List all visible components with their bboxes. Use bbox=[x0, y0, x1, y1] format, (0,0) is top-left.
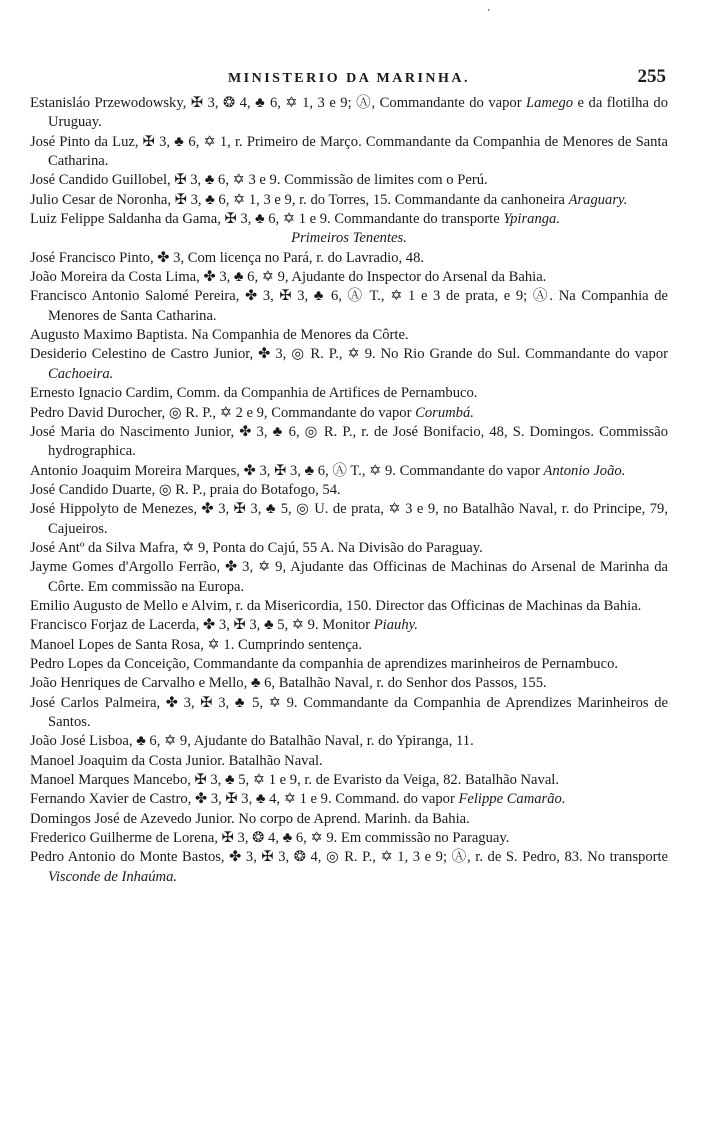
officer-details: ✤ 3, Com licença no Pará, r. do Lavradio, 48. bbox=[153, 249, 425, 266]
officer-name: José Carlos Palmeira, bbox=[30, 694, 161, 711]
list-item bbox=[30, 790, 668, 809]
officer-details: No corpo de Aprend. Marinh. da Bahia. bbox=[234, 810, 470, 827]
list-item bbox=[30, 674, 668, 693]
officer-name: José Candido Duarte, bbox=[30, 481, 156, 498]
officer-details-tail: e da flotilha do Uruguay. bbox=[48, 95, 668, 131]
officer-name: João Henriques de Carvalho e Mello, bbox=[30, 675, 248, 692]
officer-details: ✤ 3, ♣ 6, ✡ 9, Ajudante do Inspector do Arsenal da Bahia. bbox=[199, 269, 547, 286]
officer-name: Emilio Augusto de Mello e Alvim, bbox=[30, 597, 232, 614]
list-item bbox=[30, 810, 668, 829]
officer-details: ✤ 3, ✠ 3, ♣ 5, ✡ 9. Commandante da Companhia de Aprendizes Marinheiros de Santos. bbox=[48, 694, 668, 730]
ship-name: Felippe Camarão. bbox=[458, 791, 566, 808]
officer-name: Frederico Guilherme de Lorena, bbox=[30, 830, 219, 847]
officer-details: ✤ 3, ✠ 3, ❂ 4, ◎ R. P., ✡ 1, 3 e 9; Ⓐ, r. de S. Pedro, 83. No transporte bbox=[224, 849, 669, 866]
officer-details: ✠ 3, ❂ 4, ♣ 6, ✡ 9. Em commissão no Paraguay. bbox=[218, 830, 510, 847]
list-item bbox=[30, 249, 668, 268]
list-item bbox=[30, 616, 668, 635]
officer-details: Batalhão Naval. bbox=[224, 752, 323, 769]
list-item bbox=[30, 848, 668, 887]
list-item bbox=[30, 558, 668, 597]
list-item bbox=[30, 539, 668, 558]
officer-details: Na Companhia de Menores da Côrte. bbox=[187, 327, 409, 344]
list-item bbox=[30, 345, 668, 384]
officer-name: Fernando Xavier de Castro, bbox=[30, 791, 192, 808]
officer-name: Manoel Marques Mancebo, bbox=[30, 772, 191, 789]
list-item bbox=[30, 597, 668, 616]
officer-details: ✠ 3, ♣ 6, ✡ 3 e 9. Commissão de limites com o Perú. bbox=[170, 172, 488, 189]
officer-name: Ernesto Ignacio Cardim, bbox=[30, 385, 174, 402]
officer-name: Francisco Antonio Salomé Pereira, bbox=[30, 288, 240, 305]
ship-name: Visconde de Inhaúma. bbox=[48, 868, 178, 885]
officer-details: ✤ 3, ◎ R. P., ✡ 9. No Rio Grande do Sul. Commandante do vapor bbox=[253, 346, 668, 363]
list-item bbox=[30, 191, 668, 210]
officer-details: ✡ 9, Ponta do Cajú, 55 A. Na Divisão do Paraguay. bbox=[178, 539, 483, 556]
officer-name: Luiz Felippe Saldanha da Gama, bbox=[30, 211, 221, 228]
officer-name: Pedro Lopes da Conceição, bbox=[30, 655, 190, 672]
officer-details: ✠ 3, ♣ 6, ✡ 1 e 9. Commandante do transporte bbox=[220, 211, 504, 228]
officer-name: José Hippolyto de Menezes, bbox=[30, 501, 198, 518]
officer-details: r. da Misericordia, 150. Director das Officinas de Machinas da Bahia. bbox=[231, 597, 642, 614]
officer-details: ✠ 3, ♣ 6, ✡ 1, 3 e 9, r. do Torres, 15. Commandante da canhoneira bbox=[171, 191, 569, 208]
officer-name: Francisco Forjaz de Lacerda, bbox=[30, 617, 200, 634]
officer-details: ✡ 1. Cumprindo sentença. bbox=[203, 636, 363, 653]
list-item bbox=[30, 462, 668, 481]
list-item bbox=[30, 636, 668, 655]
officer-details: ✠ 3, ♣ 5, ✡ 1 e 9, r. de Evaristo da Veiga, 82. Batalhão Naval. bbox=[190, 772, 560, 789]
ship-name: Piauhy. bbox=[373, 617, 418, 634]
officer-details: ✤ 3, ✠ 3, ♣ 6, Ⓐ T., ✡ 1 e 3 de prata, e 9; Ⓐ. Na Companhia de Menores de Santa Catharina. bbox=[48, 288, 668, 324]
page-header bbox=[30, 62, 668, 92]
list-item bbox=[30, 771, 668, 790]
list-item bbox=[30, 404, 668, 423]
officer-name: Manoel Lopes de Santa Rosa, bbox=[30, 636, 204, 653]
ship-name: Araguary. bbox=[568, 191, 628, 208]
officer-details: ✠ 3, ♣ 6, ✡ 1, r. Primeiro de Março. Commandante da Companhia de Menores de Santa Catharina. bbox=[48, 133, 668, 170]
officer-name: José Pinto da Luz, bbox=[30, 133, 139, 150]
officer-details: ♣ 6, ✡ 9, Ajudante do Batalhão Naval, r. do Ypiranga, 11. bbox=[132, 733, 474, 750]
officer-details: ✤ 3, ✠ 3, ♣ 4, ✡ 1 e 9. Command. do vapor bbox=[191, 791, 459, 808]
officer-name: Estanisláo Przewodowsky, bbox=[30, 95, 187, 111]
officer-details: ✤ 3, ✠ 3, ♣ 5, ✡ 9. Monitor bbox=[199, 617, 374, 634]
officer-name: Pedro Antonio do Monte Bastos, bbox=[30, 849, 225, 866]
officer-details: ✤ 3, ♣ 6, ◎ R. P., r. de José Bonifacio, 48, S. Domingos. Commissão hydrographica. bbox=[48, 423, 669, 460]
list-item bbox=[30, 694, 668, 733]
list-item bbox=[30, 210, 668, 229]
ship-name: Corumbá. bbox=[415, 404, 474, 421]
officer-details: ✤ 3, ✠ 3, ♣ 5, ◎ U. de prata, ✡ 3 e 9, no Batalhão Naval, r. do Principe, 79, Cajueiros. bbox=[48, 501, 668, 537]
officer-name: João José Lisboa, bbox=[30, 733, 133, 750]
ship-name: Antonio João. bbox=[543, 462, 626, 479]
entries-list bbox=[30, 94, 668, 887]
list-item bbox=[30, 268, 668, 287]
list-item bbox=[30, 94, 668, 133]
officer-name: Manoel Joaquim da Costa Junior. bbox=[30, 752, 225, 769]
list-item bbox=[30, 829, 668, 848]
officer-name: João Moreira da Costa Lima, bbox=[30, 269, 200, 286]
officer-details: ♣ 6, Batalhão Naval, r. do Senhor dos Passos, 155. bbox=[247, 675, 547, 692]
page-number: 255 bbox=[637, 66, 666, 87]
officer-name: Jayme Gomes d'Argollo Ferrão, bbox=[30, 559, 221, 576]
list-item bbox=[30, 500, 668, 539]
officer-name: José Francisco Pinto, bbox=[30, 249, 154, 266]
officer-details: Commandante da companhia de aprendizes marinheiros de Pernambuco. bbox=[189, 655, 619, 672]
officer-name: Antonio Joaquim Moreira Marques, bbox=[30, 462, 240, 479]
officer-details: Comm. da Companhia de Artifices de Pernambuco. bbox=[173, 385, 478, 402]
officer-name: José Antº da Silva Mafra, bbox=[30, 539, 179, 556]
officer-name: Domingos José de Azevedo Junior. bbox=[30, 810, 235, 827]
list-item bbox=[30, 481, 668, 500]
officer-name: Pedro David Durocher, bbox=[30, 404, 166, 421]
officer-name: Desiderio Celestino de Castro Junior, bbox=[30, 346, 254, 363]
officer-name: José Candido Guillobel, bbox=[30, 172, 171, 189]
officer-details: ✤ 3, ✡ 9, Ajudante das Officinas de Machinas do Arsenal de Marinha da Côrte. Em commissão na Europa. bbox=[48, 559, 668, 595]
officer-details: ◎ R. P., ✡ 2 e 9, Commandante do vapor bbox=[165, 404, 416, 421]
ship-name: Lamego bbox=[526, 95, 574, 111]
officer-details: ◎ R. P., praia do Botafogo, 54. bbox=[155, 481, 341, 498]
list-item bbox=[30, 287, 668, 326]
list-item bbox=[30, 326, 668, 345]
ship-name: Ypiranga. bbox=[503, 211, 561, 228]
officer-name: Julio Cesar de Noronha, bbox=[30, 191, 172, 208]
list-item bbox=[30, 655, 668, 674]
officer-details: ✤ 3, ✠ 3, ♣ 6, Ⓐ T., ✡ 9. Commandante do vapor bbox=[239, 462, 544, 479]
officer-details: ✠ 3, ❂ 4, ♣ 6, ✡ 1, 3 e 9; Ⓐ, Commandante do vapor bbox=[186, 95, 527, 111]
stray-mark: ' bbox=[488, 8, 490, 19]
list-item bbox=[30, 752, 668, 771]
section-heading: Primeiros Tenentes. bbox=[291, 230, 407, 247]
list-item bbox=[30, 732, 668, 751]
list-item bbox=[30, 384, 668, 403]
officer-name: Augusto Maximo Baptista. bbox=[30, 327, 188, 344]
running-title: MINISTERIO DA MARINHA. bbox=[227, 71, 471, 86]
list-item bbox=[30, 423, 668, 462]
ship-name: Cachoeira. bbox=[48, 365, 114, 382]
list-item bbox=[30, 171, 668, 190]
list-item bbox=[30, 133, 668, 172]
officer-name: José Maria do Nascimento Junior, bbox=[30, 423, 235, 440]
